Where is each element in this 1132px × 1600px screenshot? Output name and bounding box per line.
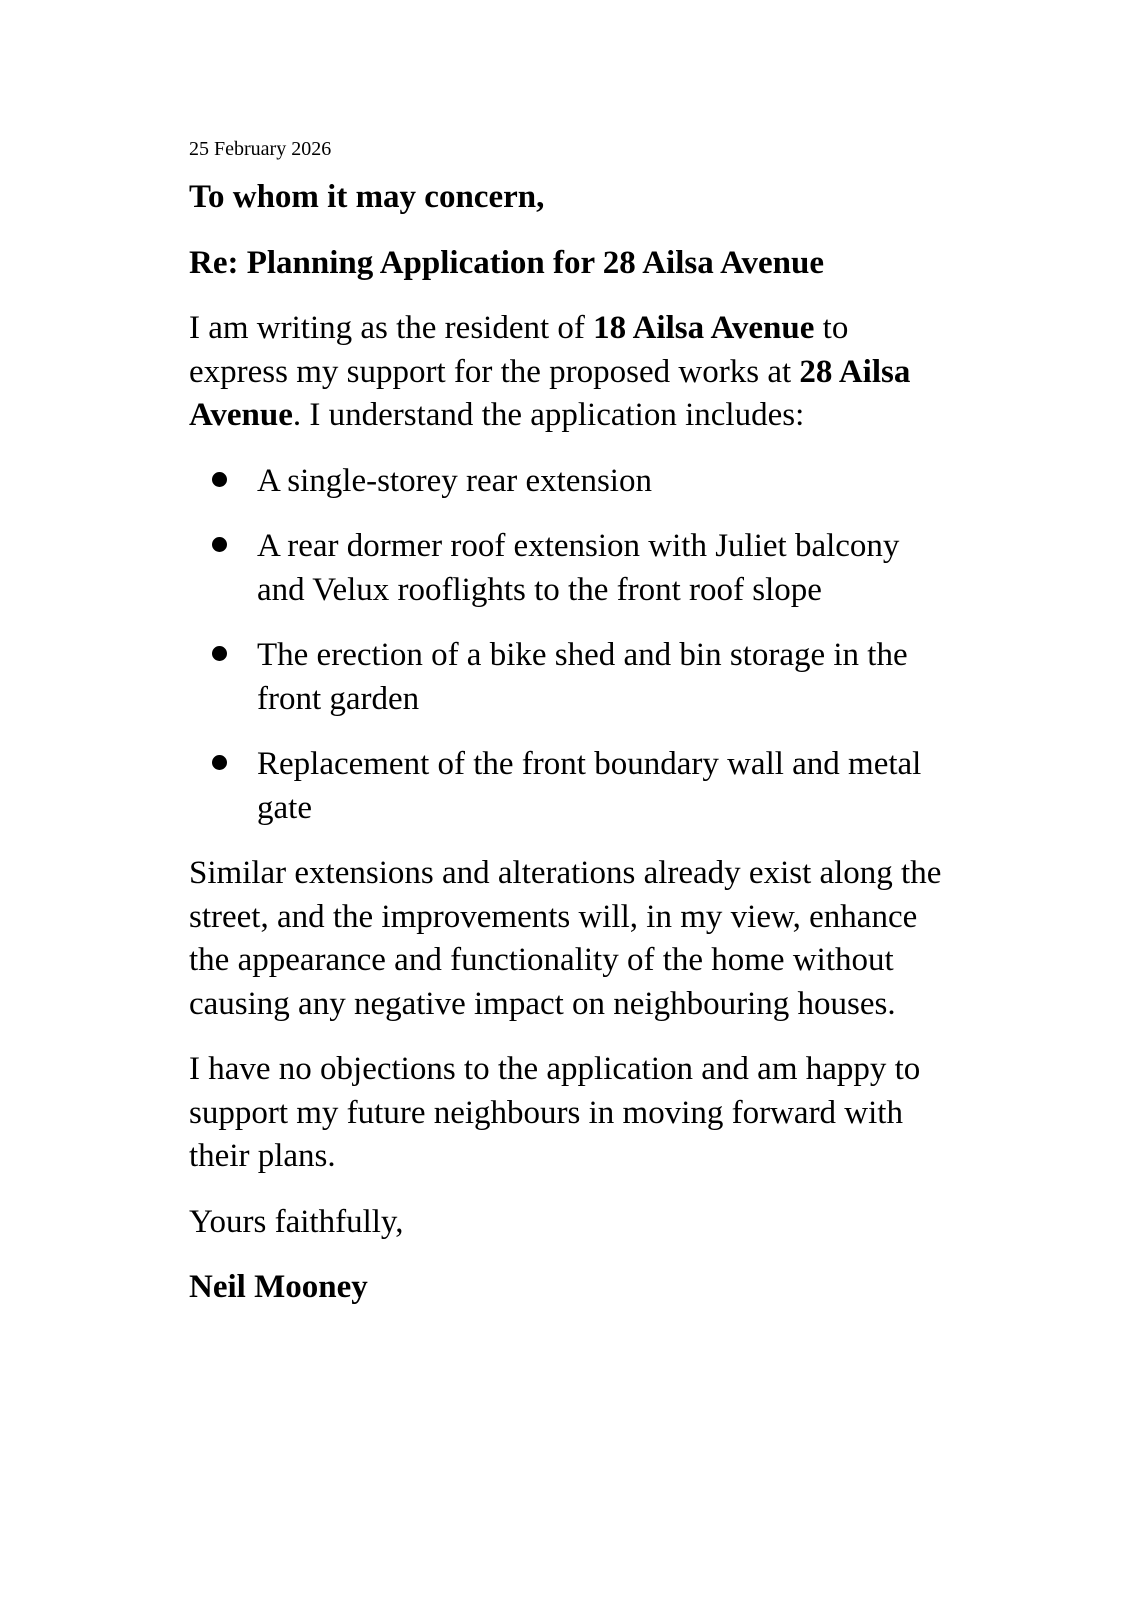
works-list [189, 460, 949, 831]
list-item-text: A single-storey rear extension [257, 462, 652, 499]
list-item-text: Replacement of the front boundary wall and metal gate [257, 746, 922, 826]
resident-address: 18 Ailsa Avenue [593, 310, 815, 346]
no-objection-paragraph: I have no objections to the application and am happy to support my future neighbours in moving forward with their plans. [189, 1051, 921, 1174]
letter-date: 25 February 2026 [189, 138, 332, 160]
subject-line: Re: Planning Application for 28 Ailsa Avenue [189, 244, 825, 281]
signature-name: Neil Mooney [189, 1269, 368, 1305]
support-paragraph: Similar extensions and alterations already exist along the street, and the improvements will, in my view, enhance the appearance and functionality of the home without causing any negative impact on neighbouring houses. [189, 855, 942, 1022]
application-address: 28 Ailsa Avenue [189, 353, 911, 433]
salutation: To whom it may concern, [189, 179, 545, 215]
intro-paragraph [189, 307, 949, 438]
bullet-icon [212, 755, 227, 770]
letter-body [189, 136, 949, 1310]
intro-text-3: . I understand the application includes: [292, 397, 805, 433]
bullet-icon [212, 646, 227, 661]
list-item [189, 743, 947, 830]
intro-text-1: I am writing as the resident of [189, 310, 594, 346]
intro-text-2: to express my support for the proposed works at [189, 310, 849, 390]
list-item-text: The erection of a bike shed and bin storage in the front garden [257, 637, 908, 717]
bullet-icon [212, 537, 227, 552]
list-item-text: A rear dormer roof extension with Juliet balcony and Velux rooflights to the front roof slope [257, 528, 900, 608]
bullet-icon [212, 472, 227, 487]
list-item [189, 525, 947, 612]
closing: Yours faithfully, [189, 1203, 404, 1240]
list-item [189, 634, 947, 721]
list-item [189, 460, 947, 504]
